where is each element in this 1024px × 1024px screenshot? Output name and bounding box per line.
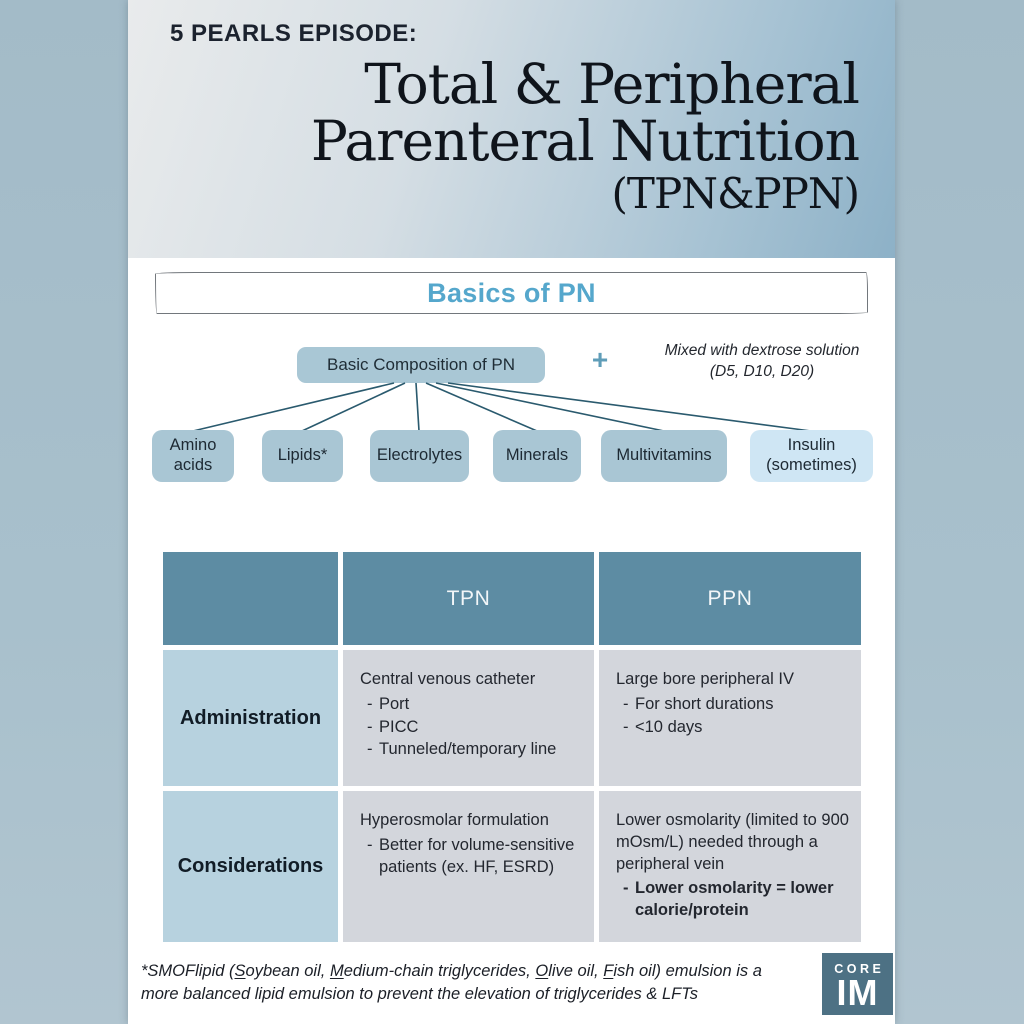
dextrose-note-line-2: (D5, D10, D20) (709, 362, 815, 380)
bullet-item (360, 717, 584, 739)
bullet-dash: - (367, 717, 373, 736)
component-lipids: Lipids* (262, 430, 343, 482)
tree-connectors (128, 380, 895, 432)
component-multivitamins: Multivitamins (601, 430, 727, 482)
bullet-text: Tunneled/temporary line (379, 740, 557, 759)
footnote-segment: ish oil) emulsion is a more balanced lipid emulsion to prevent the elevation of triglycerides & LFTs (141, 962, 762, 1004)
col-header-ppn: PPN (599, 552, 861, 645)
plus-sign: + (591, 344, 609, 375)
bullet-item (616, 694, 851, 716)
cell-lead: Lower osmolarity (limited to 900 mOsm/L) needed through a peripheral vein (616, 811, 849, 873)
smoflipid-footnote (141, 960, 799, 1007)
title-line-3: (TPN&PPN) (611, 169, 859, 219)
section-heading: Basics of PN (427, 277, 596, 308)
episode-label: 5 PEARLS EPISODE: (170, 20, 418, 47)
bullet-dash: - (367, 835, 373, 854)
footnote-underline: O (535, 962, 549, 980)
page-title (310, 52, 859, 219)
section-heading-box (155, 272, 868, 314)
footnote-underline: F (603, 962, 614, 980)
bullet-text: PICC (379, 717, 419, 736)
footnote-segment: live oil, (548, 962, 604, 980)
bullet-dash: - (367, 740, 373, 759)
row-header-considerations: Considerations (163, 791, 338, 942)
hero-header (128, 0, 895, 258)
col-header-tpn: TPN (343, 552, 594, 645)
cell-tpn-considerations (343, 791, 594, 942)
bullet-text: Better for volume-sensitive patients (ex. HF, ESRD) (379, 835, 575, 876)
component-electrolytes: Electrolytes (370, 430, 469, 482)
bullet-item (616, 717, 851, 739)
basic-composition-box: Basic Composition of PN (297, 347, 545, 383)
coreim-logo-core: CORE (834, 962, 885, 976)
bullet-item (616, 878, 851, 922)
table-corner-cell (163, 552, 338, 645)
bullet-text: <10 days (635, 717, 703, 736)
row-header-administration: Administration (163, 650, 338, 786)
comparison-table (163, 552, 862, 942)
footnote-segment: oybean oil, (245, 962, 330, 980)
title-line-1: Total & Peripheral (364, 52, 859, 116)
component-amino-acids: Amino acids (152, 430, 234, 482)
coreim-logo (822, 953, 893, 1015)
dextrose-note (633, 341, 891, 383)
footnote-underline: S (234, 962, 246, 980)
coreim-logo-im: IM (836, 972, 879, 1013)
cell-lead: Large bore peripheral IV (616, 670, 794, 688)
footnote-segment: *SMOFlipid ( (141, 962, 235, 980)
bullet-text: Port (379, 694, 410, 713)
cell-lead: Central venous catheter (360, 670, 536, 688)
bullet-dash: - (623, 879, 629, 898)
bullet-dash: - (623, 694, 629, 713)
cell-tpn-administration (343, 650, 594, 786)
bullet-dash: - (623, 717, 629, 736)
cell-ppn-administration (599, 650, 861, 786)
footnote-segment: edium-chain triglycerides, (343, 962, 536, 980)
component-minerals: Minerals (493, 430, 581, 482)
bullet-text: Lower osmolarity = lower calorie/protein (635, 879, 834, 920)
component-insulin: Insulin (sometimes) (750, 430, 873, 482)
bullet-dash: - (367, 694, 373, 713)
infographic-card (128, 0, 895, 1024)
title-line-2: Parenteral Nutrition (310, 109, 859, 174)
bullet-item (360, 835, 584, 879)
bullet-item (360, 694, 584, 716)
bullet-text: For short durations (635, 694, 774, 713)
bullet-item (360, 739, 584, 761)
dextrose-note-line-1: Mixed with dextrose solution (664, 342, 860, 359)
cell-ppn-considerations (599, 791, 861, 942)
cell-lead: Hyperosmolar formulation (360, 811, 549, 829)
footnote-underline: M (329, 962, 344, 980)
